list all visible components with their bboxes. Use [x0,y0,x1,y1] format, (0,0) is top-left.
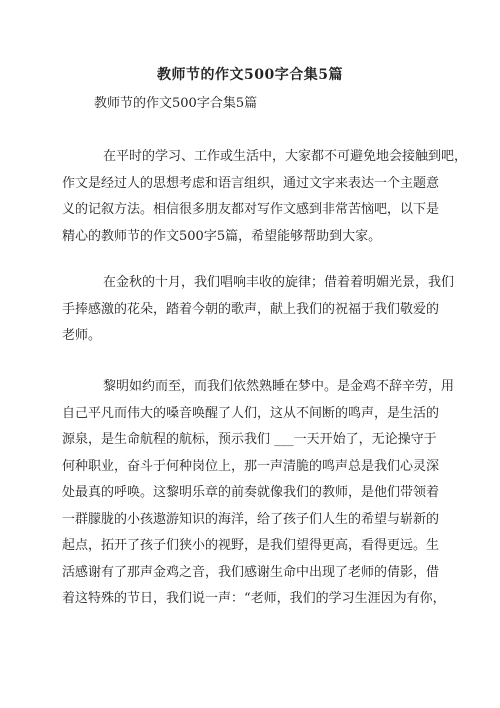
paragraph-dawn [62,374,455,613]
paragraph-line: 源泉，是生命航程的航标，预示我们 ___一天开始了，无论操守于 [62,432,437,447]
paragraph-line: 黎明如约而至，而我们依然熟睡在梦中。是金鸡不辞辛劳，用 [103,379,455,394]
paragraph-intro [62,144,468,250]
paragraph-line: 在平时的学习、工作或生活中，大家都不可避免地会接触到吧， [103,149,468,164]
paragraph-line: 在金秋的十月，我们唱响丰收的旋律；借着着明媚光景，我们 [103,275,455,290]
paragraph-line: 精心的教师节的作文500字5篇，希望能够帮助到大家。 [62,228,382,244]
paragraph-line: 起点，拓开了孩子们狭小的视野，是我们望得更高，看得更远。生 [62,538,440,553]
paragraph-line: 活感谢有了那声金鸡之音，我们感谢生命中出现了老师的倩影，借 [62,564,440,580]
document-title: 教师节的作文500字合集5篇 [157,67,343,83]
paragraph-line: 义的记叙方法。相信很多朋友都对写作文感到非常苦恼吧，以下是 [62,202,440,217]
paragraph-line: 自己平凡而伟大的嗓音唤醒了人们，这从不间断的鸣声，是生活的 [62,405,440,421]
document-subtitle: 教师节的作文500字合集5篇 [94,96,258,111]
paragraph-line: 一群朦胧的小孩遨游知识的海洋，给了孩子们人生的希望与崭新的 [62,511,440,527]
paragraph-line: 老师。 [62,328,102,343]
paragraph-line: 手捧感激的花朵，踏着今朝的歌声，献上我们的祝福于我们敬爱的 [62,301,440,317]
paragraph-line: 处最真的呼唤。这黎明乐章的前奏就像我们的教师，是他们带领着 [62,485,440,500]
paragraph-line: 何种职业，奋斗于何种岗位上，那一声清脆的鸣声总是我们心灵深 [62,458,440,474]
paragraph-line: 着这特殊的节日，我们说一声：“老师，我们的学习生涯因为有你， [62,591,446,606]
paragraph-line: 作文是经过人的思想考虑和语言组织，通过文字来表达一个主题意 [62,175,440,191]
paragraph-autumn [62,270,455,350]
